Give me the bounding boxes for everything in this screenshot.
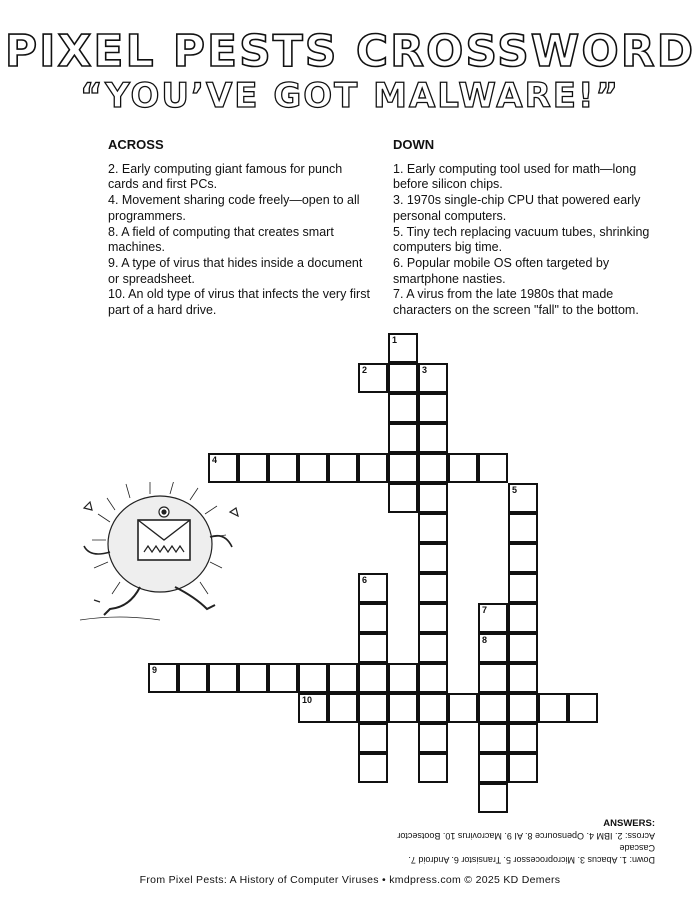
- answers-across: Across: 2. IBM 4. Opensource 8. AI 9. Macrovirus 10. Bootsector: [397, 831, 655, 841]
- page-title: PIXEL PESTS CROSSWORD: [4, 26, 696, 77]
- crossword-cell[interactable]: [358, 723, 388, 753]
- crossword-cell[interactable]: [478, 693, 508, 723]
- crossword-cell[interactable]: [418, 693, 448, 723]
- down-clue: 1. Early computing tool used for math—long before silicon chips.: [393, 161, 637, 192]
- virus-monster-illustration: [70, 482, 260, 632]
- crossword-cell[interactable]: [238, 453, 268, 483]
- crossword-cell[interactable]: [478, 753, 508, 783]
- down-clues: [393, 137, 668, 319]
- crossword-cell[interactable]: [418, 663, 448, 693]
- clue-number: 10: [302, 695, 313, 705]
- crossword-cell[interactable]: [418, 513, 448, 543]
- crossword-cell[interactable]: [418, 393, 448, 423]
- crossword-cell[interactable]: [268, 453, 298, 483]
- clue-number: 1: [392, 335, 398, 345]
- clue-number: 6: [362, 575, 368, 585]
- crossword-cell[interactable]: [478, 453, 508, 483]
- crossword-cell[interactable]: [508, 693, 538, 723]
- crossword-cell[interactable]: [298, 453, 328, 483]
- crossword-cell[interactable]: [508, 633, 538, 663]
- crossword-cell[interactable]: [148, 663, 178, 693]
- crossword-cell[interactable]: [388, 423, 418, 453]
- crossword-cell[interactable]: [298, 663, 328, 693]
- across-clue: 4. Movement sharing code freely—open to all programmers.: [108, 193, 360, 223]
- crossword-cell[interactable]: [478, 723, 508, 753]
- crossword-cell[interactable]: [358, 603, 388, 633]
- answers-heading: ANSWERS:: [603, 818, 655, 829]
- down-clue: 5. Tiny tech replacing vacuum tubes, shrinking computers big time.: [393, 224, 650, 255]
- crossword-cell[interactable]: [508, 603, 538, 633]
- crossword-cell[interactable]: [358, 453, 388, 483]
- clue-number: 3: [422, 365, 428, 375]
- crossword-cell[interactable]: [388, 693, 418, 723]
- crossword-cell[interactable]: [508, 483, 538, 513]
- across-clues: [108, 137, 373, 319]
- crossword-cell[interactable]: [388, 663, 418, 693]
- crossword-cell[interactable]: [418, 483, 448, 513]
- crossword-cell[interactable]: [388, 333, 418, 363]
- crossword-cell[interactable]: [388, 483, 418, 513]
- crossword-cell[interactable]: [508, 663, 538, 693]
- clue-number: 4: [212, 455, 218, 465]
- crossword-cell[interactable]: [508, 723, 538, 753]
- crossword-cell[interactable]: [388, 393, 418, 423]
- crossword-cell[interactable]: [388, 363, 418, 393]
- crossword-cell[interactable]: [508, 573, 538, 603]
- down-heading: DOWN: [393, 137, 435, 152]
- crossword-cell[interactable]: [478, 783, 508, 813]
- crossword-cell[interactable]: [358, 693, 388, 723]
- crossword-cell[interactable]: [448, 693, 478, 723]
- crossword-cell[interactable]: [418, 723, 448, 753]
- crossword-cell[interactable]: [328, 663, 358, 693]
- crossword-cell[interactable]: [388, 453, 418, 483]
- crossword-cell[interactable]: [478, 603, 508, 633]
- clue-number: 2: [362, 365, 368, 375]
- crossword-cell[interactable]: [178, 663, 208, 693]
- crossword-cell[interactable]: [418, 543, 448, 573]
- clue-number: 7: [482, 605, 488, 615]
- crossword-cell[interactable]: [208, 663, 238, 693]
- crossword-cell[interactable]: [358, 663, 388, 693]
- crossword-cell[interactable]: [508, 753, 538, 783]
- crossword-cell[interactable]: [268, 663, 298, 693]
- crossword-cell[interactable]: [538, 693, 568, 723]
- down-clue: 6. Popular mobile OS often targeted by smartphone nasties.: [393, 255, 610, 286]
- across-heading: ACROSS: [108, 137, 164, 152]
- crossword-cell[interactable]: [328, 693, 358, 723]
- clue-number: 9: [152, 665, 158, 675]
- answers-down: Down: 1. Abacus 3. Microprocessor 5. Transistor 6. Android 7. Cascade: [408, 843, 655, 865]
- crossword-cell[interactable]: [418, 603, 448, 633]
- crossword-cell[interactable]: [508, 513, 538, 543]
- down-clue: 3. 1970s single-chip CPU that powered early personal computers.: [393, 193, 641, 223]
- footer-credit: From Pixel Pests: A History of Computer Viruses • kmdpress.com © 2025 KD Demers: [139, 874, 561, 886]
- across-clue: 2. Early computing giant famous for punch cards and first PCs.: [108, 161, 343, 192]
- crossword-cell[interactable]: [208, 453, 238, 483]
- crossword-cell[interactable]: [358, 363, 388, 393]
- crossword-cell[interactable]: [418, 423, 448, 453]
- clue-number: 8: [482, 635, 488, 645]
- crossword-cell[interactable]: [478, 663, 508, 693]
- crossword-cell[interactable]: [238, 663, 268, 693]
- down-clue: 7. A virus from the late 1980s that made characters on the screen "fall" to the bottom.: [393, 287, 639, 318]
- across-clue: 8. A field of computing that creates smart machines.: [108, 224, 334, 255]
- answers-box: [395, 818, 655, 866]
- crossword-cell[interactable]: [418, 573, 448, 603]
- across-clue: 9. A type of virus that hides inside a document or spreadsheet.: [108, 255, 363, 286]
- crossword-cell[interactable]: [478, 633, 508, 663]
- crossword-cell[interactable]: [358, 753, 388, 783]
- page-subtitle: “YOU’VE GOT MALWARE!”: [80, 76, 620, 116]
- clue-number: 5: [512, 485, 518, 495]
- crossword-cell[interactable]: [418, 453, 448, 483]
- across-clue: 10. An old type of virus that infects the very first part of a hard drive.: [108, 287, 370, 318]
- crossword-cell[interactable]: [568, 693, 598, 723]
- crossword-cell[interactable]: [328, 453, 358, 483]
- crossword-cell[interactable]: [298, 693, 328, 723]
- crossword-cell[interactable]: [358, 573, 388, 603]
- crossword-cell[interactable]: [418, 363, 448, 393]
- crossword-cell[interactable]: [448, 453, 478, 483]
- crossword-cell[interactable]: [508, 543, 538, 573]
- crossword-cell[interactable]: [418, 633, 448, 663]
- crossword-cell[interactable]: [418, 753, 448, 783]
- crossword-cell[interactable]: [358, 633, 388, 663]
